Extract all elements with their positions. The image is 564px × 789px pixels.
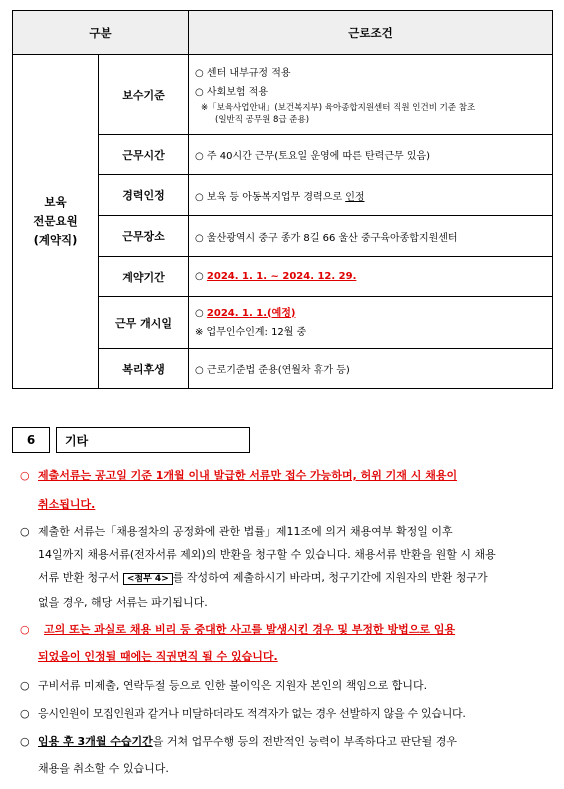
category-line: 전문요원 xyxy=(33,214,78,228)
header-conditions: 근로조건 xyxy=(189,11,553,55)
row-label: 근무시간 xyxy=(99,135,189,175)
attachment-badge: <첨부 4> xyxy=(123,573,173,585)
paragraph-line: 구비서류 미제출, 연락두절 등으로 인한 불이익은 지원자 본인의 책임으로 합니다. xyxy=(38,679,428,692)
paragraph-line: 취소됩니다. xyxy=(38,498,96,511)
content-prefix: ○ xyxy=(195,307,207,319)
paragraph-2 xyxy=(20,520,550,614)
conditions-table xyxy=(12,10,553,389)
paragraph-line: 제출서류는 공고일 기준 1개월 이내 발급한 서류만 접수 가능하며, 허위 기재 시 채용이 xyxy=(38,469,458,482)
row-content xyxy=(189,297,553,349)
note-line: ※「보육사업안내」(보건복지부) 육아종합지원센터 직원 인건비 기준 참조 xyxy=(201,102,476,113)
bullet-icon: ○ xyxy=(20,735,30,748)
paragraph-line: 채용을 취소할 수 있습니다. xyxy=(38,762,169,775)
row-content: ○ 근로기준법 준용(연월차 휴가 등) xyxy=(189,349,553,389)
row-label: 근무 개시일 xyxy=(99,297,189,349)
row-label: 경력인정 xyxy=(99,175,189,216)
row-label: 근무장소 xyxy=(99,216,189,257)
content-line: ○ 사회보험 적용 xyxy=(195,86,269,98)
bullet-icon: ○ xyxy=(20,623,30,636)
bullet-icon: ○ xyxy=(20,525,30,538)
content-highlight: 인정 xyxy=(345,191,365,203)
category-line: 보육 xyxy=(44,195,67,209)
content-prefix: ○ 보육 등 아동복지업무 경력으로 xyxy=(195,191,346,203)
header-category: 구분 xyxy=(13,11,189,55)
contract-period: 2024. 1. 1. ~ 2024. 12. 29. xyxy=(206,271,357,282)
section-title: 기타 xyxy=(56,427,250,453)
row-content xyxy=(189,175,553,216)
row-content: ○ 주 40시간 근무(토요일 운영에 따른 탄력근무 있음) xyxy=(189,135,553,175)
row-label: 복리후생 xyxy=(99,349,189,389)
content-prefix: ○ xyxy=(195,271,207,282)
paragraph-text: 서류 반환 청구서 xyxy=(38,571,123,584)
paragraph-text: 을 거쳐 업무수행 등의 전반적인 능력이 부족하다고 판단될 경우 xyxy=(152,735,458,748)
table-row xyxy=(13,55,553,135)
paragraph-5 xyxy=(20,702,550,725)
paragraph-line: 되었음이 인정될 때에는 직권면직 될 수 있습니다. xyxy=(38,650,278,663)
paragraph-1 xyxy=(20,464,550,516)
row-content xyxy=(189,55,553,135)
start-date: 2024. 1. 1.(예정) xyxy=(206,307,296,319)
paragraph-4 xyxy=(20,674,550,697)
paragraph-line: 없을 경우, 해당 서류는 파기됩니다. xyxy=(38,596,208,609)
bullet-icon: ○ xyxy=(20,469,30,482)
category-cell xyxy=(13,55,99,389)
content-line: ○ 센터 내부규정 적용 xyxy=(195,67,291,79)
probation-period: 임용 후 3개월 수습기간 xyxy=(38,735,153,748)
table-header-row xyxy=(13,11,553,55)
handover-note: ※ 업무인수인계: 12월 중 xyxy=(195,326,307,338)
section-number: 6 xyxy=(12,427,50,453)
paragraph-line: 응시인원이 모집인원과 같거나 미달하더라도 적격자가 없는 경우 선발하지 않을 수 있습니다. xyxy=(38,707,466,720)
note-line: (일반직 공무원 8급 준용) xyxy=(215,114,310,125)
paragraph-3 xyxy=(20,618,550,668)
row-label: 보수기준 xyxy=(99,55,189,135)
bullet-icon: ○ xyxy=(20,679,30,692)
row-label: 계약기간 xyxy=(99,257,189,297)
paragraph-line: 고의 또는 과실로 채용 비리 등 중대한 사고를 발생시킨 경우 및 부정한 방법으로 임용 xyxy=(44,623,456,636)
row-content xyxy=(189,257,553,297)
paragraph-line: 제출한 서류는「채용절차의 공정화에 관한 법률」제11조에 의거 채용여부 확정일 이후 xyxy=(38,525,453,538)
paragraph-text: 를 작성하여 제출하시기 바라며, 청구기간에 지원자의 반환 청구가 xyxy=(172,571,488,584)
category-line: (계약직) xyxy=(33,233,78,247)
bullet-icon: ○ xyxy=(20,707,30,720)
row-content: ○ 울산광역시 중구 종가 8길 66 울산 중구육아종합지원센터 xyxy=(189,216,553,257)
paragraph-6 xyxy=(20,730,550,780)
paragraph-line: 14일까지 채용서류(전자서류 제외)의 반환을 청구할 수 있습니다. 채용서류 반환을 원할 시 채용 xyxy=(38,548,496,561)
